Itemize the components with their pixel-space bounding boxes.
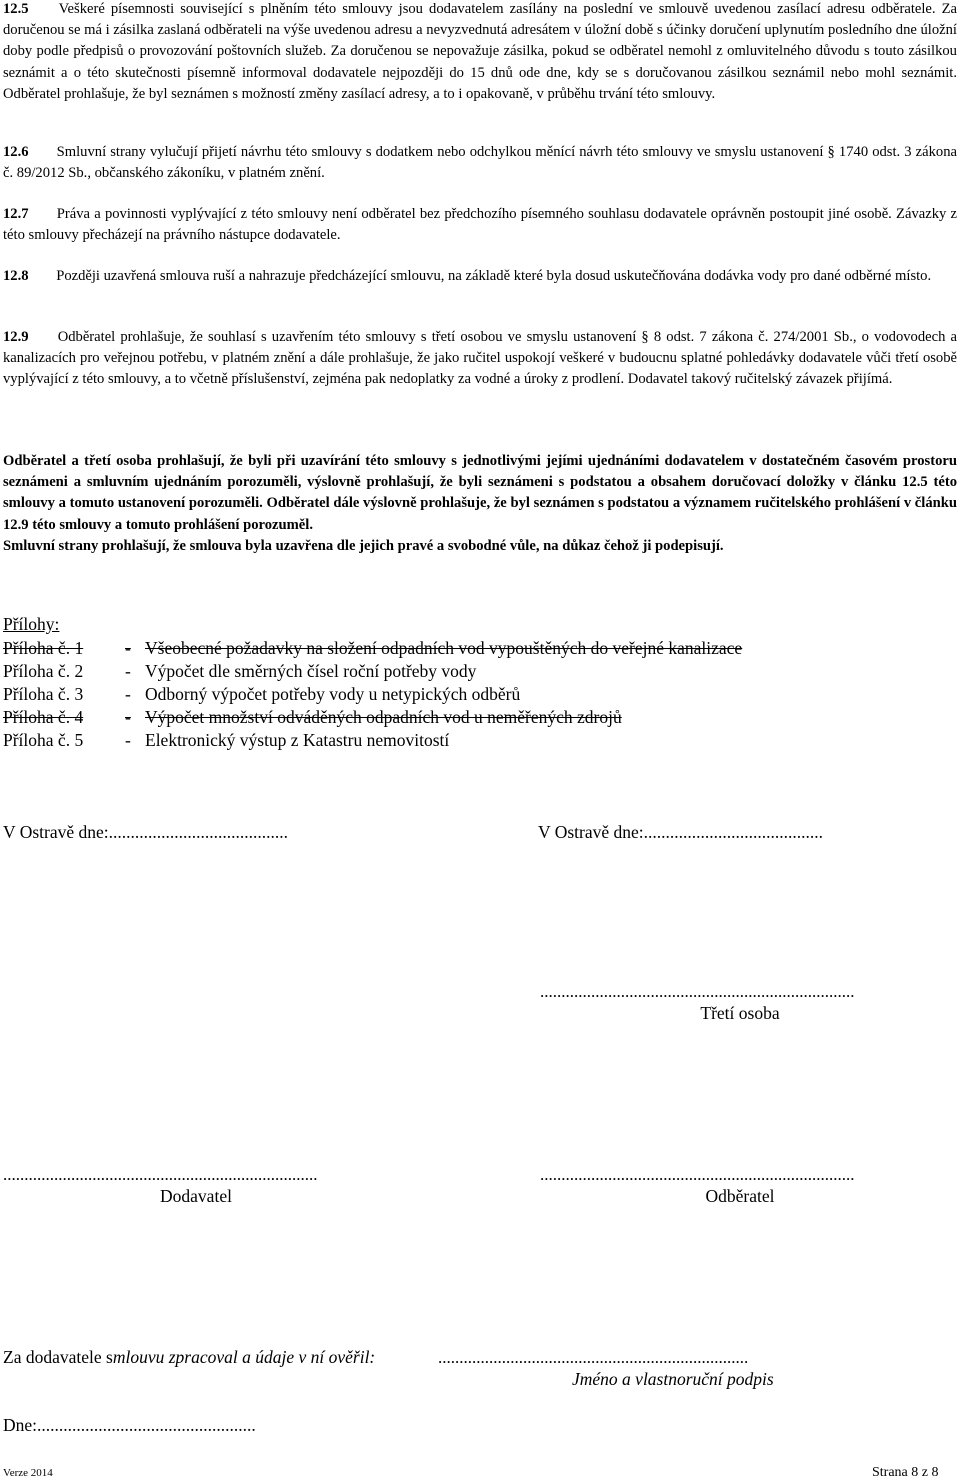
declaration-text: Odběratel a třetí osoba prohlašují, že byli při uzavírání této smlouvy s jednotlivými jejími ujednáními dodavatelem v dostatečném časovém prostoru seznámeni a smluvním ujednáním porozuměli, výslovně prohlašují, že byli seznámeni s podstatou a obsahem doručovací doložky v článku 12.5 této smlouvy a tomuto ustanovení porozuměli. Odběratel dále výslovně prohlašuje, že byl seznámen s podstatou a významem ručitelského prohlášení v článku 12.9 této smlouvy a tomuto prohlášení porozuměl. bbox=[3, 453, 957, 533]
attachment-text: Odborný výpočet potřeby vody u netypických odběrů bbox=[145, 684, 521, 704]
processed-by-line bbox=[3, 1347, 375, 1368]
customer-signature-line: .......................................................................... bbox=[540, 1165, 855, 1184]
clause-text: Později uzavřená smlouva ruší a nahrazuje předcházející smlouvu, na základě které byla dosud uskutečňována dodávka vody pro dané odběrné místo. bbox=[56, 268, 932, 284]
clause-12-5 bbox=[3, 0, 957, 105]
clause-text-b: Za doručenou se nepovažuje zásilka, pokud se odběratel nemohl z omluvitelného důvodu s touto zásilkou seznámit a o této skutečnosti písemně informoval dodavatele nejpozději do 15 dnů ode dne, kdy se s doručovanou zásilkou seznámil nebo mohl seznámit. bbox=[3, 43, 957, 81]
processed-by-prefix: Za dodavatele s bbox=[3, 1347, 113, 1367]
clause-12-8 bbox=[3, 266, 957, 287]
attachment-item bbox=[3, 684, 520, 707]
clause-text-a: Veškeré písemnosti související s plněním této smlouvy jsou dodavatelem zasílány na poslední ve smlouvě uvedenou zasílací adresu odběratele. Za doručenou se má i zásilka zaslaná odběrateli na výše uvedenou adresu a nevyzvednutá adresátem v úložní době s účinky doručení uplynutím posledního dne úložní doby podle předpisů o provozování poštovních služeb. bbox=[3, 1, 957, 60]
attachment-item bbox=[3, 638, 742, 661]
name-and-signature-label: Jméno a vlastnoruční podpis bbox=[572, 1369, 774, 1389]
clause-12-6 bbox=[3, 142, 957, 184]
clause-number: 12.7 bbox=[3, 206, 29, 222]
declaration-signing-text: Smluvní strany prohlašují, že smlouva byla uzavřena dle jejich pravé a svobodné vůle, na důkaz čehož ji podepisují. bbox=[3, 537, 724, 554]
clause-12-7 bbox=[3, 204, 957, 246]
attachment-text: Všeobecné požadavky na složení odpadních vod vypouštěných do veřejné kanalizace bbox=[145, 638, 743, 658]
footer-version: Verze 2014 bbox=[3, 1467, 53, 1479]
clause-text-c: Odběratel prohlašuje, že byl seznámen s možností změny zasílací adresy, a to i opakovaně, v průběhu trvání této smlouvy. bbox=[3, 85, 716, 102]
attachment-dash: - bbox=[125, 730, 131, 750]
signing-place-date-left: V Ostravě dne:......................................... bbox=[3, 822, 288, 842]
attachment-label: Příloha č. 3 bbox=[3, 684, 84, 704]
attachment-item bbox=[3, 707, 622, 730]
clause-12-9 bbox=[3, 327, 957, 391]
supplier-label: Dodavatel bbox=[160, 1186, 232, 1206]
clause-number: 12.5 bbox=[3, 1, 29, 17]
attachment-text: Výpočet množství odváděných odpadních vod u neměřených zdrojů bbox=[145, 707, 622, 727]
attachment-item bbox=[3, 661, 476, 684]
attachment-item bbox=[3, 730, 449, 753]
attachment-label: Příloha č. 1 bbox=[3, 638, 84, 658]
declaration-paragraph bbox=[3, 451, 957, 557]
clause-number: 12.8 bbox=[3, 268, 29, 284]
clause-text: Smluvní strany vylučují přijetí návrhu této smlouvy s dodatkem nebo odchylkou měnící návrh této smlouvy ve smyslu ustanovení § 1740 odst. 3 zákona č. 89/2012 Sb., občanského zákoníku, v platném znění. bbox=[3, 144, 957, 182]
footer-page-number: Strana 8 z 8 bbox=[872, 1465, 939, 1480]
third-party-signature-line: .......................................................................... bbox=[540, 982, 855, 1001]
attachment-text: Výpočet dle směrných čísel roční potřeby vody bbox=[145, 661, 477, 681]
attachment-label: Příloha č. 4 bbox=[3, 707, 84, 727]
processed-by-italic: mlouvu zpracoval a údaje v ní ověřil: bbox=[112, 1347, 376, 1367]
attachment-dash: - bbox=[125, 638, 131, 658]
clause-number: 12.6 bbox=[3, 144, 29, 160]
clause-text: Práva a povinnosti vyplývající z této smlouvy není odběratel bez předchozího písemného souhlasu dodavatele oprávněn postoupit jiné osobě. Závazky z této smlouvy přecházejí na právního nástupce dodavatele. bbox=[3, 206, 957, 244]
attachment-dash: - bbox=[125, 707, 131, 727]
date-line: Dne:.................................................. bbox=[3, 1415, 256, 1435]
attachment-dash: - bbox=[125, 661, 131, 681]
attachment-dash: - bbox=[125, 684, 131, 704]
clause-number: 12.9 bbox=[3, 329, 29, 345]
attachment-label: Příloha č. 2 bbox=[3, 661, 84, 681]
clause-text: Odběratel prohlašuje, že souhlasí s uzavřením této smlouvy s třetí osobou ve smyslu ustanovení § 8 odst. 7 zákona č. 274/2001 Sb., o vodovodech a kanalizacích pro veřejnou potřebu, v platném znění a dále prohlašuje, že jako ručitel uspokojí veškeré v budoucnu splatné pohledávky dodavatele vůči třetí osobě vyplývající z této smlouvy, a to včetně příslušenství, zejména pak nedoplatky za vodné a úroky z prodlení. Dodavatel takový ručitelský závazek přijímá. bbox=[3, 329, 958, 388]
attachments-heading: Přílohy: bbox=[3, 614, 60, 634]
signing-place-date-right: V Ostravě dne:......................................... bbox=[538, 822, 823, 842]
attachment-label: Příloha č. 5 bbox=[3, 730, 84, 750]
attachment-text: Elektronický výstup z Katastru nemovitostí bbox=[145, 730, 450, 750]
processed-by-signature-line: ......................................................................... bbox=[438, 1348, 749, 1367]
third-party-label: Třetí osoba bbox=[700, 1003, 780, 1023]
supplier-signature-line: .......................................................................... bbox=[3, 1165, 318, 1184]
customer-label: Odběratel bbox=[705, 1186, 775, 1206]
